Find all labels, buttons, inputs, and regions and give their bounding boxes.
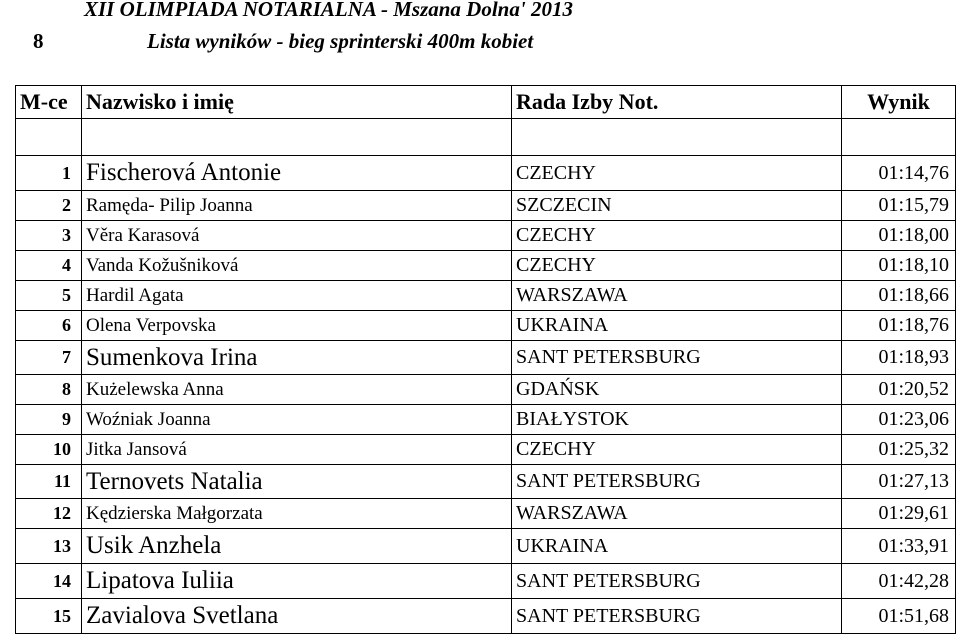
result-cell: 01:18,00: [842, 221, 956, 251]
place-cell: 10: [16, 435, 82, 465]
table-row: [16, 564, 956, 599]
table-row: [16, 529, 956, 564]
result-cell: 01:29,61: [842, 499, 956, 529]
result-cell: 01:18,76: [842, 311, 956, 341]
place-cell: 5: [16, 281, 82, 311]
place-cell: 9: [16, 405, 82, 435]
place-cell: 8: [16, 375, 82, 405]
chamber-cell: WARSZAWA: [512, 499, 842, 529]
result-cell: 01:27,13: [842, 465, 956, 499]
place-cell: 7: [16, 341, 82, 375]
table-row: [16, 435, 956, 465]
chamber-cell: CZECHY: [512, 156, 842, 191]
place-cell: 14: [16, 564, 82, 599]
place-cell: 6: [16, 311, 82, 341]
place-cell: 13: [16, 529, 82, 564]
spacer-row: [16, 119, 956, 156]
chamber-cell: CZECHY: [512, 435, 842, 465]
table-row: [16, 311, 956, 341]
name-cell: Sumenkova Irina: [82, 341, 512, 375]
table-row: [16, 251, 956, 281]
chamber-cell: SZCZECIN: [512, 191, 842, 221]
result-cell: 01:33,91: [842, 529, 956, 564]
chamber-cell: SANT PETERSBURG: [512, 341, 842, 375]
chamber-cell: BIAŁYSTOK: [512, 405, 842, 435]
result-cell: 01:51,68: [842, 599, 956, 634]
result-cell: 01:14,76: [842, 156, 956, 191]
name-cell: Vanda Kožušniková: [82, 251, 512, 281]
table-row: [16, 499, 956, 529]
table-row: [16, 465, 956, 499]
place-cell: 11: [16, 465, 82, 499]
place-cell: 15: [16, 599, 82, 634]
name-cell: Hardil Agata: [82, 281, 512, 311]
name-cell: Jitka Jansová: [82, 435, 512, 465]
place-cell: 3: [16, 221, 82, 251]
result-cell: 01:18,93: [842, 341, 956, 375]
table-row: [16, 191, 956, 221]
name-cell: Olena Verpovska: [82, 311, 512, 341]
column-header-chamber: Rada Izby Not.: [512, 86, 842, 119]
chamber-cell: SANT PETERSBURG: [512, 465, 842, 499]
table-row: [16, 405, 956, 435]
table-row: [16, 221, 956, 251]
table-row: [16, 281, 956, 311]
chamber-cell: GDAŃSK: [512, 375, 842, 405]
table-row: [16, 341, 956, 375]
column-header-name: Nazwisko i imię: [82, 86, 512, 119]
result-cell: 01:20,52: [842, 375, 956, 405]
document-subtitle: Lista wyników - bieg sprinterski 400m kobiet: [147, 29, 534, 53]
name-cell: Fischerová Antonie: [82, 156, 512, 191]
table-row: [16, 156, 956, 191]
result-cell: 01:18,66: [842, 281, 956, 311]
result-cell: 01:18,10: [842, 251, 956, 281]
place-cell: 12: [16, 499, 82, 529]
place-cell: 2: [16, 191, 82, 221]
name-cell: Usik Anzhela: [82, 529, 512, 564]
place-cell: 1: [16, 156, 82, 191]
name-cell: Zavialova Svetlana: [82, 599, 512, 634]
result-cell: 01:23,06: [842, 405, 956, 435]
chamber-cell: UKRAINA: [512, 311, 842, 341]
name-cell: Lipatova Iuliia: [82, 564, 512, 599]
results-table: [15, 85, 956, 634]
chamber-cell: CZECHY: [512, 251, 842, 281]
name-cell: Kędzierska Małgorzata: [82, 499, 512, 529]
place-cell: 4: [16, 251, 82, 281]
event-number: 8: [33, 29, 44, 53]
chamber-cell: CZECHY: [512, 221, 842, 251]
chamber-cell: SANT PETERSBURG: [512, 599, 842, 634]
table-row: [16, 599, 956, 634]
table-row: [16, 375, 956, 405]
chamber-cell: UKRAINA: [512, 529, 842, 564]
name-cell: Woźniak Joanna: [82, 405, 512, 435]
name-cell: Ternovets Natalia: [82, 465, 512, 499]
column-header-result: Wynik: [842, 86, 956, 119]
name-cell: Kużelewska Anna: [82, 375, 512, 405]
name-cell: Věra Karasová: [82, 221, 512, 251]
result-cell: 01:42,28: [842, 564, 956, 599]
name-cell: Ramęda- Pilip Joanna: [82, 191, 512, 221]
column-header-place: M-ce: [16, 86, 82, 119]
result-cell: 01:15,79: [842, 191, 956, 221]
table-header-row: [16, 86, 956, 119]
chamber-cell: SANT PETERSBURG: [512, 564, 842, 599]
result-cell: 01:25,32: [842, 435, 956, 465]
chamber-cell: WARSZAWA: [512, 281, 842, 311]
document-title: XII OLIMPIADA NOTARIALNA - Mszana Dolna' 2013: [84, 0, 573, 21]
